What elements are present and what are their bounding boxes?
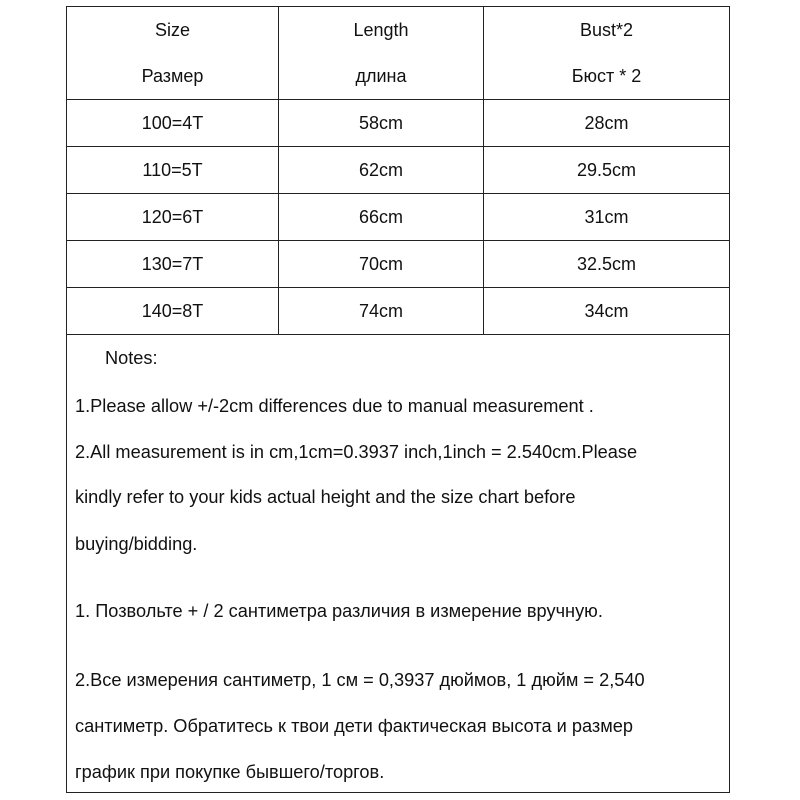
notes-title: Notes: (105, 348, 158, 368)
note-line: 1.Please allow +/-2cm differences due to manual measurement . (75, 396, 594, 416)
header-bust: Bust*2 Бюст * 2 (484, 7, 730, 100)
cell-size: 120=6T (67, 194, 279, 241)
cell-bust: 31cm (484, 194, 730, 241)
header-size: Size Размер (67, 7, 279, 100)
cell-size: 140=8T (67, 288, 279, 335)
cell-size: 130=7T (67, 241, 279, 288)
note-line: сантиметр. Обратитесь к твои дети фактическая высота и размер (75, 716, 633, 736)
note-line: 2.Все измерения сантиметр, 1 см = 0,3937 дюймов, 1 дюйм = 2,540 (75, 670, 645, 690)
note-line: 2.All measurement is in cm,1cm=0.3937 inch,1inch = 2.540cm.Please (75, 442, 638, 462)
header-length: Length длина (279, 7, 484, 100)
table-row (67, 194, 729, 241)
cell-bust: 28cm (484, 100, 730, 147)
cell-size: 100=4T (67, 100, 279, 147)
cell-bust: 29.5cm (484, 147, 730, 194)
cell-length: 66cm (279, 194, 484, 241)
note-line: 1. Позвольте + / 2 сантиметра различия в измерение вручную. (75, 601, 603, 621)
size-table (67, 7, 729, 335)
note-line: kindly refer to your kids actual height and the size chart before (75, 487, 576, 507)
cell-length: 74cm (279, 288, 484, 335)
cell-length: 70cm (279, 241, 484, 288)
size-chart (66, 6, 730, 793)
cell-length: 58cm (279, 100, 484, 147)
note-line: график при покупке бывшего/торгов. (75, 762, 385, 782)
table-row (67, 100, 729, 147)
table-row (67, 288, 729, 335)
cell-bust: 32.5cm (484, 241, 730, 288)
cell-bust: 34cm (484, 288, 730, 335)
table-header-row (67, 7, 729, 100)
cell-size: 110=5T (67, 147, 279, 194)
cell-length: 62cm (279, 147, 484, 194)
table-row (67, 241, 729, 288)
note-line: buying/bidding. (75, 534, 198, 554)
table-row (67, 147, 729, 194)
